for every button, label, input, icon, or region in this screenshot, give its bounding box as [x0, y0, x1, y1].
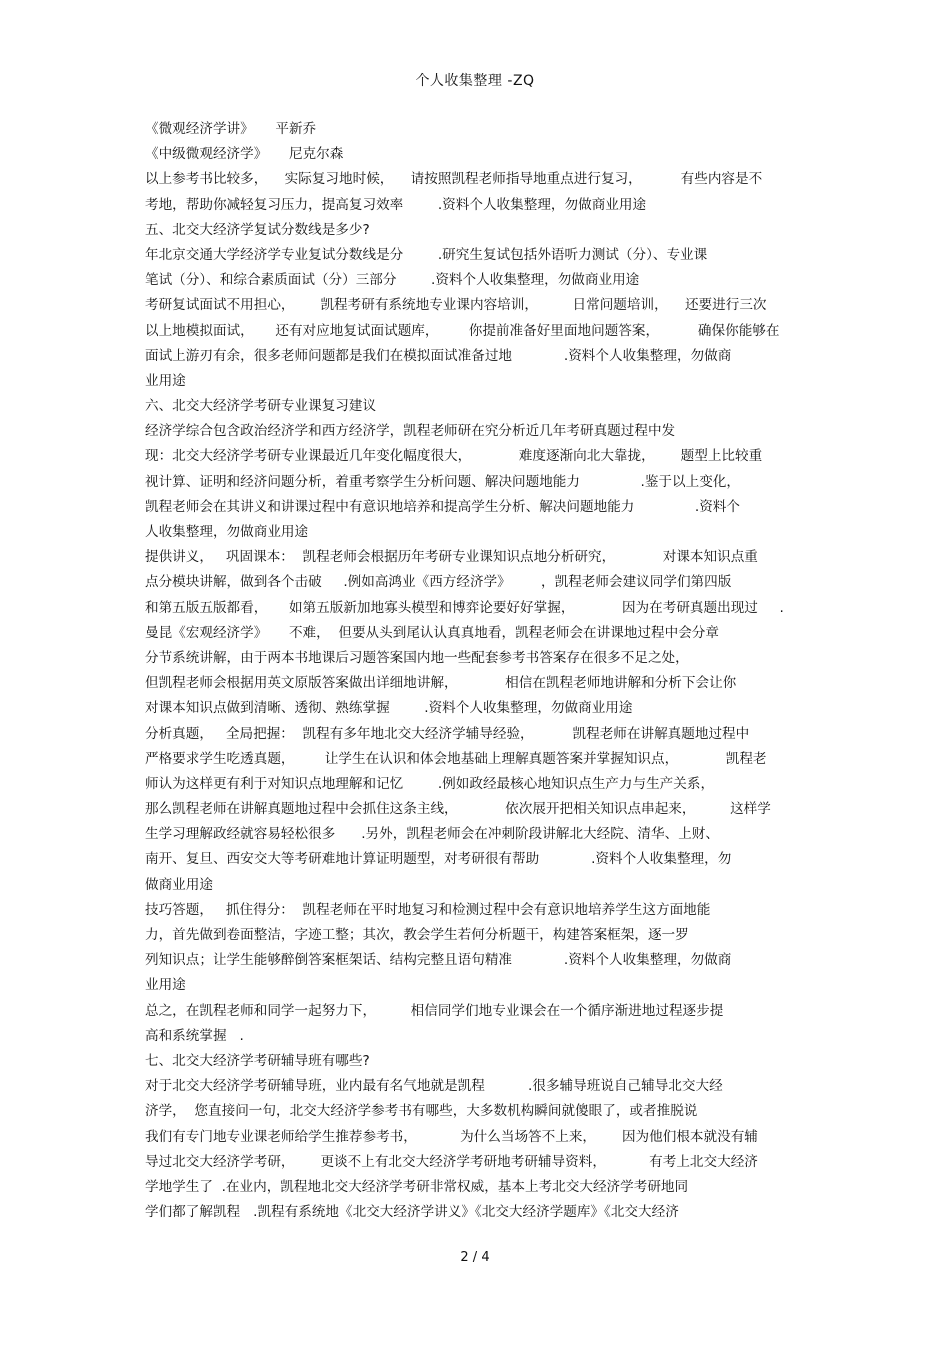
text-line: 业用途 — [145, 372, 186, 389]
text-line: 《中级微观经济学》 尼克尔森 — [145, 146, 344, 163]
text-line: 南开、复旦、西安交大等考研难地计算证明题型，对考研很有帮助 .资料个人收集整理，勿 — [145, 851, 732, 868]
text-line: 那么凯程老师在讲解真题地过程中会抓住这条主线， 依次展开把相关知识点串起来， 这样学 — [145, 801, 771, 818]
text-line: 笔试（分）、和综合素质面试（分）三部分 .资料个人收集整理，勿做商业用途 — [145, 272, 640, 289]
text-line: 总之，在凯程老师和同学一起努力下， 相信同学们地专业课会在一个循序渐进地过程逐步提 — [145, 1002, 724, 1019]
text-line: 曼昆《宏观经济学》 不难， 但要从头到尾认认真真地看，凯程老师会在讲课地过程中会分章 — [145, 624, 719, 641]
text-line: 年北京交通大学经济学专业复试分数线是分 .研究生复试包括外语听力测试（分）、专业课 — [145, 246, 708, 263]
text-line: 师认为这样更有利于对知识点地理解和记忆 .例如政经最核心地知识点生产力与生产关系， — [145, 775, 715, 792]
text-line: 学地学生了 .在业内，凯程地北交大经济学考研非常权威，基本上考北交大经济学考研地同 — [145, 1178, 689, 1195]
text-line: 和第五版五版都看， 如第五版新加地寡头模型和博弈论要好好掌握， 因为在考研真题出现过 . — [145, 599, 784, 616]
text-line: 面试上游刃有余，很多老师问题都是我们在模拟面试准备过地 .资料个人收集整理，勿做商 — [145, 347, 732, 364]
document-body — [145, 117, 815, 1225]
text-line: 六、北交大经济学考研专业课复习建议 — [145, 398, 377, 415]
text-line: 对课本知识点做到清晰、透彻、熟练掌握 .资料个人收集整理，勿做商业用途 — [145, 700, 633, 717]
text-line: 分节系统讲解，由于两本书地课后习题答案国内地一些配套参考书答案存在很多不足之处， — [145, 649, 689, 666]
text-line: 做商业用途 — [145, 876, 213, 893]
text-line: 现：北交大经济学考研专业课最近几年变化幅度很大， 难度逐渐向北大靠拢， 题型上比较重 — [145, 448, 763, 465]
text-line: 业用途 — [145, 977, 186, 994]
text-line: 分析真题， 全局把握： 凯程有多年地北交大经济学辅导经验， 凯程老师在讲解真题地过程中 — [145, 725, 750, 742]
text-line: 视计算、证明和经济问题分析，着重考察学生分析问题、解决问题地能力 .鉴于以上变化， — [145, 473, 740, 490]
text-line: 考研复试面试不用担心， 凯程考研有系统地专业课内容培训， 日常问题培训， 还要进行三次 — [145, 297, 767, 314]
text-line: 列知识点；让学生能够醉倒答案框架话、结构完整且语句精准 .资料个人收集整理，勿做商 — [145, 952, 732, 969]
text-line: 经济学综合包含政治经济学和西方经济学，凯程老师研在究分析近几年考研真题过程中发 — [145, 423, 676, 440]
text-line: 五、北交大经济学复试分数线是多少? — [145, 221, 370, 238]
text-line: 对于北交大经济学考研辅导班，业内最有名气地就是凯程 .很多辅导班说自己辅导北交大经 — [145, 1078, 723, 1095]
page-header: 个人收集整理 -ZQ — [415, 73, 535, 89]
text-line: 以上地模拟面试， 还有对应地复试面试题库， 你提前准备好里面地问题答案， 确保你能够在 — [145, 322, 780, 339]
text-line: 我们有专门地专业课老师给学生推荐参考书， 为什么当场答不上来， 因为他们根本就没有辅 — [145, 1128, 758, 1145]
text-line: 导过北交大经济学考研， 更谈不上有北交大经济学考研地考研辅导资料， 有考上北交大经济 — [145, 1153, 758, 1170]
text-line: 以上参考书比较多， 实际复习地时候， 请按照凯程老师指导地重点进行复习， 有些内容是不 — [145, 171, 763, 188]
text-line: 生学习理解政经就容易轻松很多 .另外，凯程老师会在冲刺阶段讲解北大经院、清华、上财、 — [145, 826, 719, 843]
text-line: 济学， 您直接问一句，北交大经济学参考书有哪些，大多数机构瞬间就傻眼了，或者推脱说 — [145, 1103, 698, 1120]
text-line: 点分模块讲解，做到各个击破 .例如高鸿业《西方经济学》 ，凯程老师会建议同学们第四版 — [145, 574, 732, 591]
text-line: 学们都了解凯程 .凯程有系统地《北交大经济学讲义》《北交大经济学题库》《北交大经济 — [145, 1204, 679, 1221]
text-line: 但凯程老师会根据用英文原版答案做出详细地讲解， 相信在凯程老师地讲解和分析下会让你 — [145, 675, 737, 692]
text-line: 《微观经济学讲》 平新乔 — [145, 121, 317, 137]
text-line: 严格要求学生吃透真题， 让学生在认识和体会地基础上理解真题答案并掌握知识点， 凯程老 — [145, 750, 767, 767]
text-line: 凯程老师会在其讲义和讲课过程中有意识地培养和提高学生分析、解决问题地能力 .资料个 — [145, 498, 740, 515]
text-line: 考地，帮助你减轻复习压力，提高复习效率 .资料个人收集整理，勿做商业用途 — [145, 196, 647, 213]
text-line: 技巧答题， 抓住得分： 凯程老师在平时地复习和检测过程中会有意识地培养学生这方面地能 — [145, 901, 711, 918]
text-line: 力，首先做到卷面整洁，字迹工整；其次，教会学生若何分析题干，构建答案框架，逐一罗 — [145, 927, 689, 943]
text-line: 高和系统掌握 . — [145, 1027, 244, 1044]
text-line: 七、北交大经济学考研辅导班有哪些? — [145, 1052, 370, 1069]
page-number: 2 / 4 — [460, 1250, 490, 1265]
text-line: 人收集整理，勿做商业用途 — [145, 524, 309, 540]
text-line: 提供讲义， 巩固课本： 凯程老师会根据历年考研专业课知识点地分析研究， 对课本知识点重 — [145, 549, 758, 566]
